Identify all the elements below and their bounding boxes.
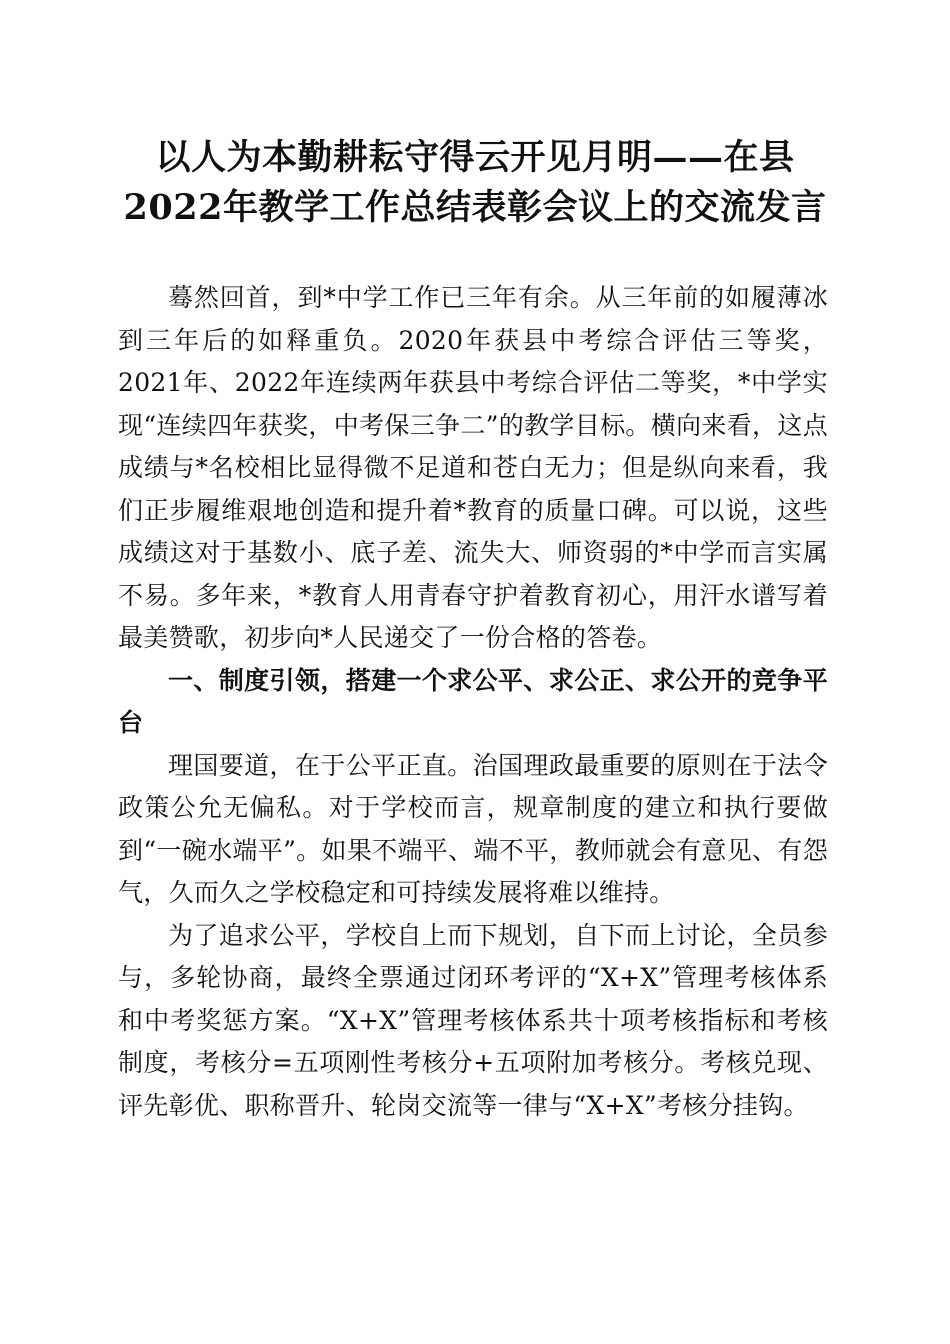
section-heading-1: 一、制度引领，搭建一个求公平、求公正、求公开的竞争平台 — [118, 665, 828, 737]
document-body — [118, 277, 828, 1127]
intro-paragraph: 蓦然回首，到*中学工作已三年有余。从三年前的如履薄冰到三年后的如释重负。2020年获县中考综合评估三等奖，2021年、2022年连续两年获县中考综合评估二等奖，*中学实现“连续四年获奖，中考保三争二”的教学目标。横向来看，这点成绩与*名校相比显得微不足道和苍白无力；但是纵向来看，我们正步履维艰地创造和提升着*教育的质量口碑。可以说，这些成绩这对于基数小、底子差、流失大、师资弱的*中学而言实属不易。多年来，*教育人用青春守护着教育初心，用汗水谱写着最美赞歌，初步向*人民递交了一份合格的答卷。 — [118, 283, 828, 652]
document-title — [100, 133, 850, 233]
title-line-2: 2022年教学工作总结表彰会议上的交流发言 — [123, 187, 827, 228]
body-paragraph: 理国要道，在于公平正直。治国理政最重要的原则在于法令政策公允无偏私。对于学校而言，规章制度的建立和执行要做到“一碗水端平”。如果不端平、端不平，教师就会有意见、有怨气，久而久之学校稳定和可持续发展将难以维持。 — [118, 750, 828, 907]
title-line-1: 以人为本勤耕耘守得云开见月明——在县 — [155, 137, 795, 178]
body-paragraph: 为了追求公平，学校自上而下规划，自下而上讨论，全员参与，多轮协商，最终全票通过闭环考评的“X+X”管理考核体系和中考奖惩方案。“X+X”管理考核体系共十项考核指标和考核制度，考核分=五项刚性考核分+五项附加考核分。考核兑现、评先彰优、职称晋升、轮岗交流等一律与“X+X”考核分挂钩。 — [118, 920, 828, 1120]
